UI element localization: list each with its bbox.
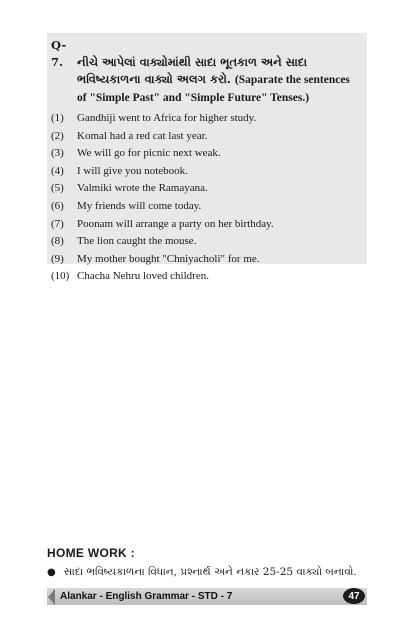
sentence-text: We will go for picnic next weak. xyxy=(77,147,221,160)
sentence-number: (8) xyxy=(51,235,64,248)
sentence-number: (4) xyxy=(51,164,64,177)
sentence-text: My mother bought "Chniyacholi" for me. xyxy=(77,252,260,265)
sentence-item xyxy=(51,145,364,163)
question-instruction-english-1: (Saparate the sentences xyxy=(234,74,350,86)
question-box xyxy=(47,33,367,283)
question-instruction-english-2: of "Simple Past" and "Simple Future" Tenses.) xyxy=(77,92,310,104)
sentence-text: The lion caught the mouse. xyxy=(77,235,197,248)
sentence-item xyxy=(51,233,364,251)
sentence-list xyxy=(51,110,364,286)
homework-task: સાદા ભવિષ્યકાળના વિધાન, પ્રશ્નાર્થ અને નકાર 25-25 વાક્યો બનાવો. xyxy=(63,566,357,578)
sentence-item xyxy=(51,216,364,234)
sentence-text: Komal had a red cat last year. xyxy=(77,129,208,142)
sentence-number: (10) xyxy=(51,270,70,283)
page-footer xyxy=(47,588,367,605)
sentence-number: (3) xyxy=(51,147,64,160)
sentence-item xyxy=(51,198,364,216)
page-number-badge: 47 xyxy=(343,588,365,604)
sentence-number: (6) xyxy=(51,199,64,212)
footer-tab-icon xyxy=(48,589,55,605)
sentence-number: (5) xyxy=(51,182,64,195)
homework-heading: HOME WORK : xyxy=(47,546,135,560)
sentence-item xyxy=(51,110,364,128)
sentence-number: (7) xyxy=(51,217,64,230)
footer-book-title: Alankar - English Grammar - STD - 7 xyxy=(60,591,233,602)
bullet-icon: ● xyxy=(47,567,56,578)
sentence-text: I will give you notebook. xyxy=(77,164,188,177)
question-number: Q-7. xyxy=(51,38,67,69)
sentence-item xyxy=(51,268,364,286)
sentence-item xyxy=(51,251,364,269)
sentence-number: (2) xyxy=(51,129,64,142)
question-title-gujarati-2: ભવિષ્યકાળના વાક્યો અલગ કરો. xyxy=(77,72,231,86)
sentence-item xyxy=(51,128,364,146)
sentence-text: Valmiki wrote the Ramayana. xyxy=(77,182,208,195)
sentence-item xyxy=(51,180,364,198)
question-heading xyxy=(51,37,364,107)
sentence-number: (1) xyxy=(51,112,64,124)
sentence-text: Gandhiji went to Africa for higher study. xyxy=(77,112,257,124)
sentence-text: My friends will come today. xyxy=(77,199,202,212)
sentence-text: Poonam will arrange a party on her birthday. xyxy=(77,217,274,230)
sentence-number: (9) xyxy=(51,252,64,265)
sentence-text: Chacha Nehru loved children. xyxy=(77,270,209,283)
homework-item xyxy=(47,566,357,579)
sentence-item xyxy=(51,163,364,181)
question-title-gujarati-1: નીચે આપેલાં વાક્યોમાંથી સાદા ભૂતકાળ અને સાદા xyxy=(77,55,308,69)
